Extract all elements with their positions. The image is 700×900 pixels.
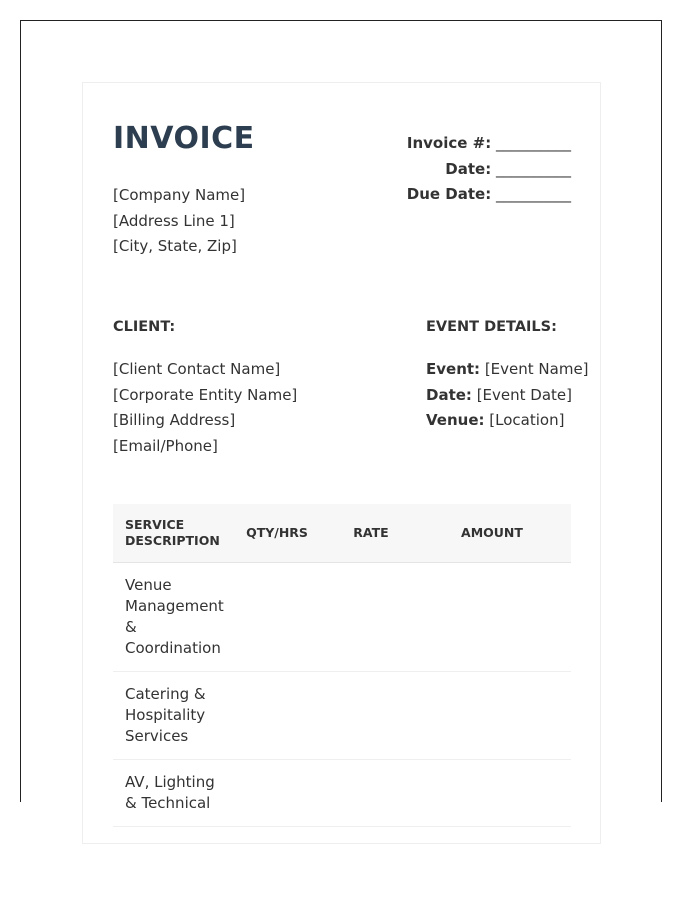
event-name-label: Event:: [426, 360, 481, 378]
event-venue-row: [426, 408, 589, 434]
header-service-description: [125, 504, 225, 562]
table-row: [113, 563, 571, 672]
company-city-state-zip: [City, State, Zip]: [113, 237, 237, 255]
event-block: [426, 357, 589, 434]
company-name: [Company Name]: [113, 186, 246, 204]
company-address-line-1: [Address Line 1]: [113, 211, 235, 230]
invoice-title: INVOICE: [113, 121, 255, 156]
row-description: Venue Management & Coordination: [125, 576, 224, 657]
header-amount: AMOUNT: [461, 525, 523, 540]
row-description: AV, Lighting & Technical: [125, 773, 215, 812]
due-date-label: Due Date:: [406, 185, 492, 203]
table-header: [113, 504, 571, 563]
invoice-number-row: [407, 131, 571, 157]
client-email-phone: [Email/Phone]: [113, 436, 218, 455]
client-contact-name: [Client Contact Name]: [113, 360, 281, 378]
services-table: [113, 504, 571, 827]
client-block: [113, 357, 297, 459]
table-row: [113, 760, 571, 827]
due-date-field[interactable]: __________: [496, 185, 571, 203]
document-frame: [20, 20, 662, 812]
event-name-row: [426, 357, 589, 383]
client-billing-address: [Billing Address]: [113, 411, 236, 429]
row-description: Catering & Hospitality Services: [125, 685, 206, 745]
due-date-row: [407, 182, 571, 208]
event-date-value: [Event Date]: [476, 385, 572, 404]
event-date-label: Date:: [426, 385, 472, 404]
event-date-row: [426, 383, 589, 409]
invoice-sheet: [82, 82, 601, 844]
header-service-line-1: SERVICE: [125, 517, 185, 532]
event-name-value: [Event Name]: [484, 360, 589, 378]
table-row: [113, 672, 571, 760]
invoice-date-field[interactable]: __________: [496, 159, 571, 178]
company-block: [113, 183, 245, 260]
header-qty-hrs: QTY/HRS: [246, 525, 308, 540]
event-venue-value: [Location]: [489, 411, 565, 429]
header-service-line-2: DESCRIPTION: [125, 533, 220, 548]
event-details-heading: EVENT DETAILS:: [426, 319, 557, 335]
event-venue-label: Venue:: [426, 411, 485, 429]
invoice-date-label: Date:: [445, 159, 492, 178]
client-heading: CLIENT:: [113, 319, 176, 335]
invoice-number-label: Invoice #:: [406, 134, 492, 152]
invoice-number-field[interactable]: __________: [496, 134, 571, 152]
invoice-meta: [407, 131, 571, 208]
header-rate: RATE: [353, 525, 389, 540]
client-entity-name: [Corporate Entity Name]: [113, 385, 298, 404]
invoice-date-row: [407, 157, 571, 183]
